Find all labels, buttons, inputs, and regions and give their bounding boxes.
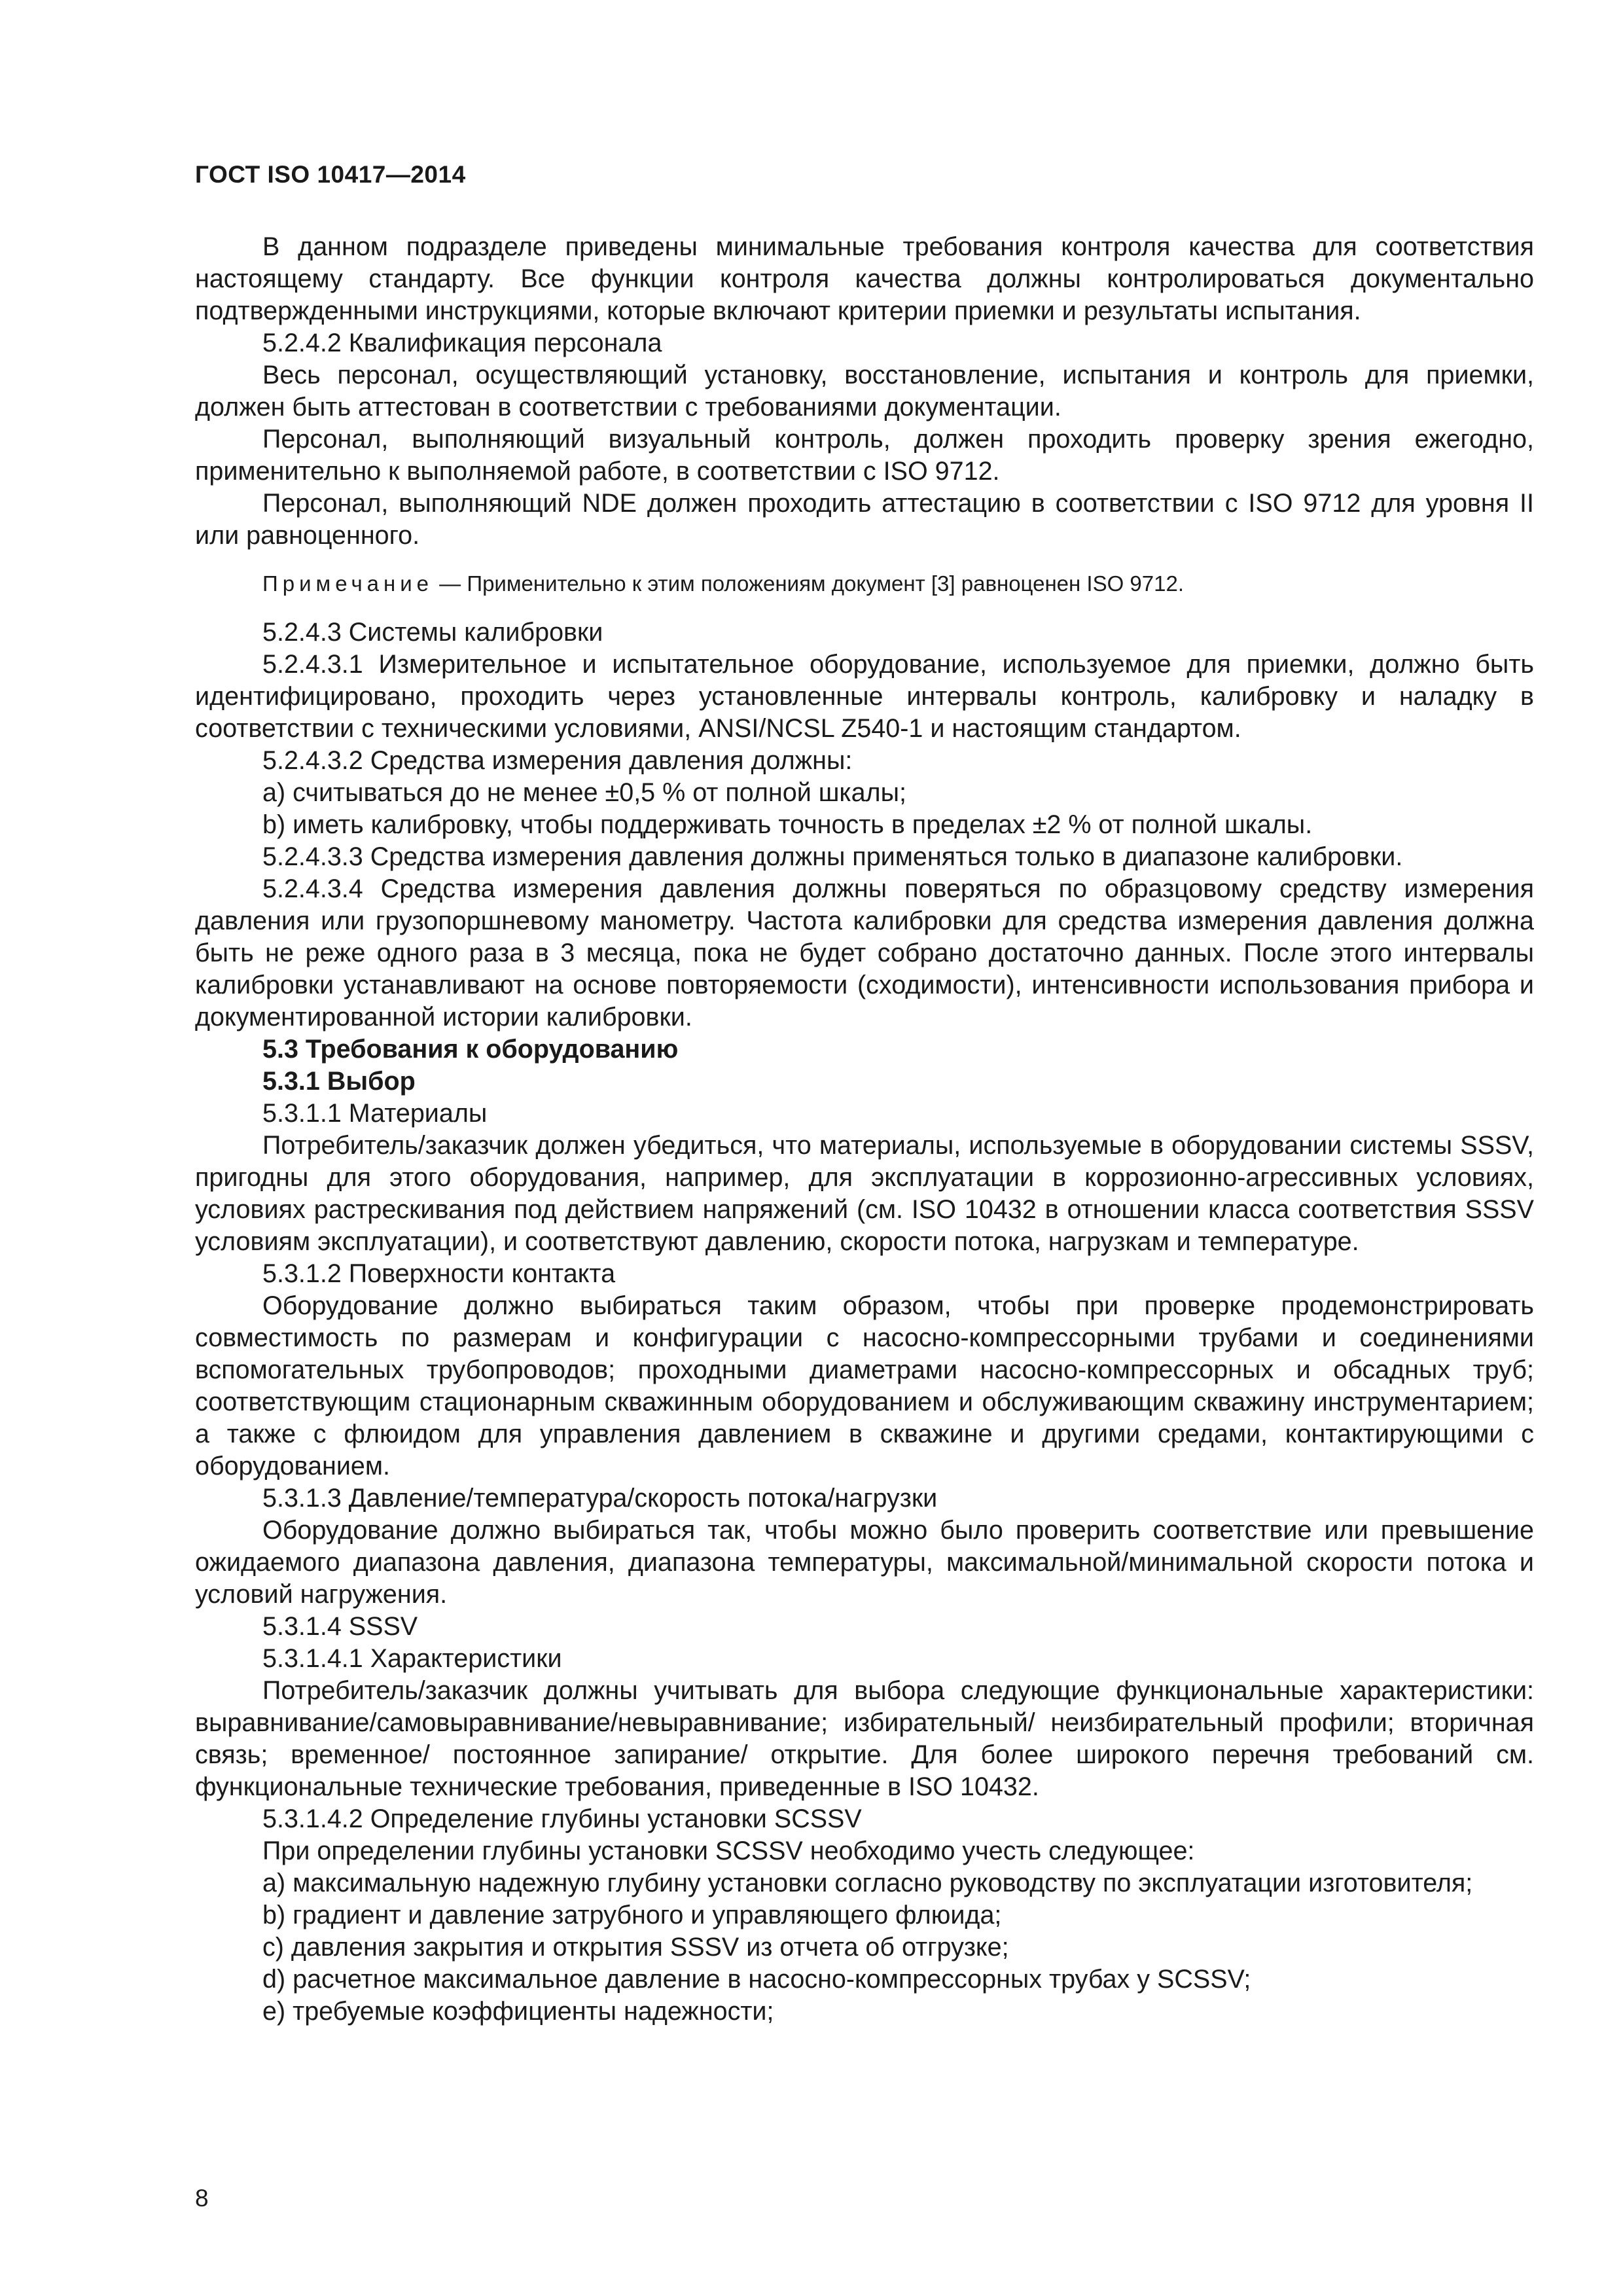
paragraph: 5.2.4.3.4 Средства измерения давления должны поверяться по образцовому средству измерения давления или грузопоршневому манометру. Частота калибровки для средства измерения давления должна быть не реже одного раза в 3 месяца, пока не будет собрано достаточно данных. После этого интервалы калибровки устанавливают на основе повторяемости (сходимости), интенсивности использования прибора и документированной истории калибровки. xyxy=(195,874,1534,1031)
section-heading: 5.3.1.4 SSSV xyxy=(262,1612,418,1641)
list-item: e) требуемые коэффициенты надежности; xyxy=(262,1997,774,2026)
paragraph: При определении глубины установки SCSSV необходимо учесть следующее: xyxy=(262,1837,1195,1865)
paragraph: Потребитель/заказчик должен убедиться, что материалы, используемые в оборудовании системы SSSV, пригодны для этого оборудования, например, для эксплуатации в коррозионно-агрессивных условиях, условиях растрескивания под действием напряжений (см. ISO 10432 в отношении класса соответствия SSSV условиям эксплуатации), и соответствуют давлению, скорости потока, нагрузкам и температуре. xyxy=(195,1131,1534,1256)
note xyxy=(195,567,1534,600)
section-heading: 5.3.1 Выбор xyxy=(262,1067,416,1096)
paragraph: 5.2.4.3.3 Средства измерения давления должны применяться только в диапазоне калибровки. xyxy=(262,842,1403,871)
section-heading: 5.3.1.4.2 Определение глубины установки SCSSV xyxy=(262,1804,862,1833)
section-heading: 5.3.1.2 Поверхности контакта xyxy=(262,1259,616,1288)
paragraph: Персонал, выполняющий NDE должен проходить аттестацию в соответствии с ISO 9712 для уровня II или равноценного. xyxy=(195,489,1534,550)
paragraph: Оборудование должно выбираться так, чтобы можно было проверить соответствие или превышение ожидаемого диапазона давления, диапазона температуры, максимальной/минимальной скорости потока и условий нагружения. xyxy=(195,1516,1534,1609)
list-item: d) расчетное максимальное давление в насосно-компрессорных трубах у SCSSV; xyxy=(262,1965,1251,1994)
list-item: b) градиент и давление затрубного и управляющего флюида; xyxy=(262,1901,1002,1929)
section-heading: 5.3.1.1 Материалы xyxy=(262,1099,488,1128)
document-header: ГОСТ ISO 10417—2014 xyxy=(195,161,466,188)
note-label: Примечание xyxy=(262,571,434,596)
paragraph: Потребитель/заказчик должны учитывать для выбора следующие функциональные характеристики: выравнивание/самовыравнивание/невыравнивание; избирательный/ неизбирательный профили; вторичная связь; временное/ постоянное запирание/ открытие. Для более широкого перечня требований см. функциональные технические требования, приведенные в ISO 10432. xyxy=(195,1676,1534,1801)
list-item: a) считываться до не менее ±0,5 % от полной шкалы; xyxy=(262,778,906,807)
section-heading: 5.2.4.3 Системы калибровки xyxy=(262,618,603,647)
paragraph: Оборудование должно выбираться таким образом, чтобы при проверке продемонстрировать совместимость по размерам и конфигурации с насосно-компрессорными трубами и соединениями вспомогательных трубопроводов; проходными диаметрами насосно-компрессорных и обсадных труб; соответствующим стационарным скважинным оборудованием и обслуживающим скважину инструментарием; а также с флюидом для управления давлением в скважине и другими средами, контактирующими с оборудованием. xyxy=(195,1291,1534,1480)
paragraph: Персонал, выполняющий визуальный контроль, должен проходить проверку зрения ежегодно, применительно к выполняемой работе, в соответствии с ISO 9712. xyxy=(195,425,1534,486)
section-heading: 5.3.1.3 Давление/температура/скорость потока/нагрузки xyxy=(262,1484,938,1513)
note-text: — Применительно к этим положениям документ [3] равноценен ISO 9712. xyxy=(433,571,1185,596)
list-item: b) иметь калибровку, чтобы поддерживать точность в пределах ±2 % от полной шкалы. xyxy=(262,810,1313,839)
section-heading: 5.3 Требования к оборудованию xyxy=(262,1035,679,1064)
section-heading: 5.2.4.2 Квалификация персонала xyxy=(262,329,662,357)
paragraph: В данном подразделе приведены минимальные требования контроля качества для соответствия настоящему стандарту. Все функции контроля качества должны контролироваться документально подтвержденными инструкциями, которые включают критерии приемки и результаты испытания. xyxy=(195,232,1534,325)
paragraph: Весь персонал, осуществляющий установку, восстановление, испытания и контроль для приемки, должен быть аттестован в соответствии с требованиями документации. xyxy=(195,361,1534,422)
list-item: c) давления закрытия и открытия SSSV из отчета об отгрузке; xyxy=(262,1933,1009,1962)
body-text xyxy=(195,231,1534,2028)
list-item: а) максимальную надежную глубину установки согласно руководству по эксплуатации изготовителя; xyxy=(262,1869,1473,1897)
paragraph: 5.2.4.3.1 Измерительное и испытательное оборудование, используемое для приемки, должно быть идентифицировано, проходить через установленные интервалы контроль, калибровку и наладку в соответствии с техническими условиями, ANSI/NCSL Z540-1 и настоящим стандартом. xyxy=(195,650,1534,743)
page-number: 8 xyxy=(195,2185,209,2212)
paragraph: 5.2.4.3.2 Средства измерения давления должны: xyxy=(262,746,853,775)
section-heading: 5.3.1.4.1 Характеристики xyxy=(262,1644,562,1673)
